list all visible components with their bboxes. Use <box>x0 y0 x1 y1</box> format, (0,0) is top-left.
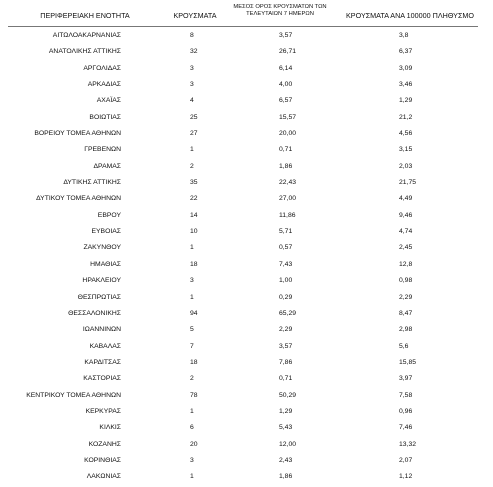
cell-region: ΛΑΚΩΝΙΑΣ <box>86 473 121 481</box>
cell-avg: 65,29 <box>279 309 297 317</box>
cell-per100k: 2,29 <box>399 293 413 301</box>
cell-avg: 0,71 <box>279 375 293 383</box>
table-row <box>0 62 493 78</box>
cell-avg: 2,29 <box>279 326 293 334</box>
table-row <box>0 405 493 421</box>
cell-avg: 0,57 <box>279 244 293 252</box>
cell-cases: 1 <box>190 293 194 301</box>
table-row <box>0 209 493 225</box>
cell-region: ΗΜΑΘΙΑΣ <box>90 260 121 268</box>
cell-avg: 4,00 <box>279 81 293 89</box>
cell-region: ΔΥΤΙΚΗΣ ΑΤΤΙΚΗΣ <box>63 179 121 187</box>
cell-avg: 1,29 <box>279 407 293 415</box>
cell-avg: 3,57 <box>279 342 293 350</box>
cell-region: ΔΡΑΜΑΣ <box>93 162 121 170</box>
cell-per100k: 3,8 <box>399 32 409 39</box>
header-cases: ΚΡΟΥΣΜΑΤΑ <box>173 11 217 20</box>
table-row <box>0 438 493 454</box>
cell-cases: 27 <box>190 130 198 138</box>
cell-region: ΖΑΚΥΝΘΟΥ <box>83 244 121 252</box>
table-row <box>0 29 493 45</box>
cell-region: ΚΕΝΤΡΙΚΟΥ ΤΟΜΕΑ ΑΘΗΝΩΝ <box>26 391 121 399</box>
table-row <box>0 241 493 257</box>
cell-per100k: 4,56 <box>399 130 413 138</box>
cell-per100k: 2,98 <box>399 326 413 334</box>
header-divider <box>8 26 478 27</box>
cell-region: ΑΝΑΤΟΛΙΚΗΣ ΑΤΤΙΚΗΣ <box>48 48 121 56</box>
table-row <box>0 291 493 307</box>
header-region: ΠΕΡΙΦΕΡΕΙΑΚΗ ΕΝΟΤΗΤΑ <box>40 11 130 20</box>
table-row <box>0 225 493 241</box>
cell-per100k: 21,2 <box>399 113 413 121</box>
cell-cases: 4 <box>190 97 194 105</box>
cell-avg: 6,57 <box>279 97 293 105</box>
cell-region: ΘΕΣΣΑΛΟΝΙΚΗΣ <box>68 309 121 317</box>
table-row <box>0 356 493 372</box>
cell-region: ΙΩΑΝΝΙΝΩΝ <box>82 326 121 334</box>
cell-avg: 11,86 <box>279 211 296 219</box>
cell-cases: 14 <box>190 211 198 219</box>
table-row <box>0 323 493 339</box>
cell-cases: 2 <box>190 162 194 170</box>
cell-avg: 22,43 <box>279 179 297 187</box>
cell-avg: 2,43 <box>279 456 293 464</box>
cell-per100k: 9,46 <box>399 211 413 219</box>
table-row <box>0 45 493 61</box>
cell-cases: 25 <box>190 113 198 121</box>
table-row <box>0 192 493 208</box>
cell-avg: 1,86 <box>279 162 293 170</box>
cell-avg: 3,57 <box>279 32 293 39</box>
cell-region: ΗΡΑΚΛΕΙΟΥ <box>82 277 121 285</box>
cell-cases: 3 <box>190 456 194 464</box>
cell-avg: 50,29 <box>279 391 297 399</box>
cell-cases: 8 <box>190 32 194 39</box>
cell-region: ΕΥΒΟΙΑΣ <box>91 228 121 236</box>
cell-region: ΓΡΕΒΕΝΩΝ <box>84 146 121 154</box>
cell-region: ΑΡΓΟΛΙΔΑΣ <box>83 64 121 72</box>
cell-region: ΔΥΤΙΚΟΥ ΤΟΜΕΑ ΑΘΗΝΩΝ <box>36 195 121 203</box>
cell-cases: 1 <box>190 473 194 481</box>
cell-avg: 7,43 <box>279 260 293 268</box>
cell-cases: 78 <box>190 391 198 399</box>
table-row <box>0 372 493 388</box>
table-row <box>0 127 493 143</box>
table-row <box>0 176 493 192</box>
cell-cases: 2 <box>190 375 194 383</box>
cell-region: ΒΟΙΩΤΙΑΣ <box>89 113 121 121</box>
cell-region: ΚΟΖΑΝΗΣ <box>88 440 121 448</box>
cell-cases: 94 <box>190 309 198 317</box>
cell-avg: 12,00 <box>279 440 297 448</box>
cell-cases: 32 <box>190 48 198 56</box>
cell-cases: 10 <box>190 228 198 236</box>
table-header <box>0 0 493 26</box>
cell-per100k: 2,03 <box>399 162 413 170</box>
cell-avg: 15,57 <box>279 113 297 121</box>
cell-per100k: 3,15 <box>399 146 413 154</box>
table-row <box>0 421 493 437</box>
cell-per100k: 0,98 <box>399 277 413 285</box>
cell-per100k: 12,8 <box>399 260 413 268</box>
cell-per100k: 1,12 <box>399 473 413 481</box>
cell-avg: 5,71 <box>279 228 293 236</box>
table-row <box>0 454 493 470</box>
cell-cases: 3 <box>190 81 194 89</box>
cell-per100k: 3,97 <box>399 375 413 383</box>
cell-avg: 1,00 <box>279 277 293 285</box>
cell-region: ΚΑΣΤΟΡΙΑΣ <box>83 375 121 383</box>
cell-region: ΕΒΡΟΥ <box>97 211 121 219</box>
cell-region: ΑΙΤΩΛΟΑΚΑΡΝΑΝΙΑΣ <box>52 32 121 39</box>
cell-per100k: 2,45 <box>399 244 413 252</box>
table-row <box>0 307 493 323</box>
table-row <box>0 160 493 176</box>
cell-per100k: 15,85 <box>399 358 417 366</box>
table-body <box>0 29 493 487</box>
cell-cases: 3 <box>190 64 194 72</box>
cell-region: ΚΕΡΚΥΡΑΣ <box>85 407 121 415</box>
cell-avg: 7,86 <box>279 358 293 366</box>
table-row <box>0 340 493 356</box>
header-avg-line2: ΤΕΛΕΥΤΑΙΩΝ 7 ΗΜΕΡΩΝ <box>246 11 314 17</box>
cell-cases: 20 <box>190 440 198 448</box>
cell-per100k: 21,75 <box>399 179 417 187</box>
cell-cases: 22 <box>190 195 198 203</box>
header-avg-line1: ΜΕΣΟΣ ΟΡΟΣ ΚΡΟΥΣΜΑΤΩΝ ΤΩΝ <box>233 4 327 10</box>
cell-per100k: 1,29 <box>399 97 413 105</box>
cell-avg: 5,43 <box>279 424 293 432</box>
cell-avg: 0,71 <box>279 146 293 154</box>
cell-avg: 26,71 <box>279 48 297 56</box>
cell-avg: 20,00 <box>279 130 297 138</box>
table-row <box>0 78 493 94</box>
header-cases-per-100k: ΚΡΟΥΣΜΑΤΑ ΑΝΑ 100000 ΠΛΗΘΥΣΜΟ <box>346 11 474 20</box>
cell-region: ΑΧΑΪΑΣ <box>96 97 121 105</box>
cell-per100k: 2,07 <box>399 456 413 464</box>
cell-cases: 7 <box>190 342 194 350</box>
table-row <box>0 389 493 405</box>
cell-per100k: 4,74 <box>399 228 413 236</box>
cell-region: ΑΡΚΑΔΙΑΣ <box>87 81 121 89</box>
cell-region: ΚΑΒΑΛΑΣ <box>89 342 121 350</box>
cell-avg: 27,00 <box>279 195 297 203</box>
cell-cases: 1 <box>190 407 194 415</box>
table-row <box>0 143 493 159</box>
cell-region: ΚΟΡΙΝΘΙΑΣ <box>84 456 121 464</box>
cell-per100k: 7,58 <box>399 391 413 399</box>
cell-region: ΚΑΡΔΙΤΣΑΣ <box>84 358 121 366</box>
cell-per100k: 0,96 <box>399 407 413 415</box>
cell-cases: 6 <box>190 424 194 432</box>
table-row <box>0 470 493 486</box>
cell-per100k: 3,09 <box>399 64 413 72</box>
cell-region: ΚΙΛΚΙΣ <box>99 424 121 432</box>
cell-cases: 18 <box>190 358 198 366</box>
cell-cases: 18 <box>190 260 198 268</box>
table-row <box>0 274 493 290</box>
cell-region: ΒΟΡΕΙΟΥ ΤΟΜΕΑ ΑΘΗΝΩΝ <box>34 130 121 138</box>
cell-cases: 1 <box>190 146 194 154</box>
cell-per100k: 6,37 <box>399 48 413 56</box>
cell-per100k: 8,47 <box>399 309 413 317</box>
cell-per100k: 7,46 <box>399 424 413 432</box>
cell-region: ΘΕΣΠΡΩΤΙΑΣ <box>77 293 121 301</box>
table-row <box>0 258 493 274</box>
header-seven-day-average <box>225 4 335 18</box>
cell-cases: 1 <box>190 244 194 252</box>
cell-per100k: 3,46 <box>399 81 413 89</box>
cell-cases: 5 <box>190 326 194 334</box>
table-row <box>0 111 493 127</box>
cell-cases: 35 <box>190 179 198 187</box>
cell-per100k: 4,49 <box>399 195 413 203</box>
cell-avg: 6,14 <box>279 64 293 72</box>
cell-cases: 3 <box>190 277 194 285</box>
table-row <box>0 94 493 110</box>
cell-per100k: 5,6 <box>399 342 409 350</box>
cell-avg: 1,86 <box>279 473 293 481</box>
cell-per100k: 13,32 <box>399 440 417 448</box>
cell-avg: 0,29 <box>279 293 293 301</box>
